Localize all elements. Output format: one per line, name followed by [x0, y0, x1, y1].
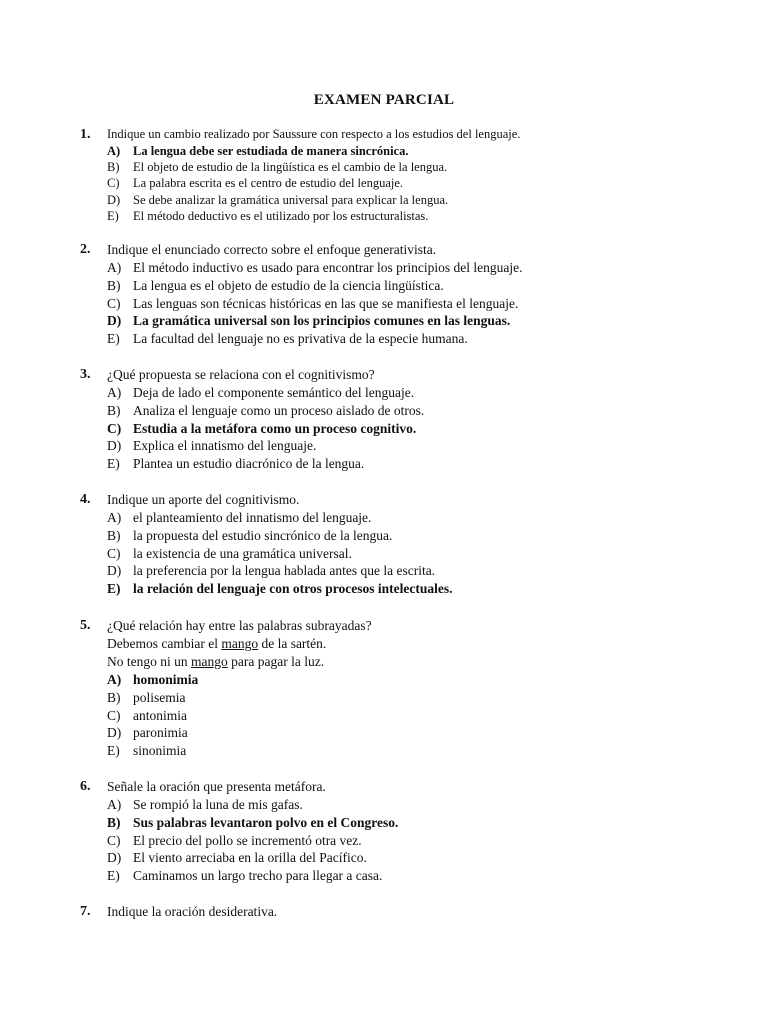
option-letter: A) [107, 385, 122, 400]
option-e [0, 208, 768, 224]
page-title: EXAMEN PARCIAL [313, 92, 455, 108]
option-letter: A) [107, 260, 122, 275]
option-text: Explica el innatismo del lenguaje. [133, 438, 317, 454]
option-letter: E) [107, 208, 119, 223]
option-letter: B) [107, 814, 121, 830]
option-d [0, 437, 768, 455]
option-a [0, 259, 768, 277]
question-number: 4. [80, 492, 91, 507]
option-text: el planteamiento del innatismo del lenguaje. [133, 510, 372, 525]
option-letter: E) [107, 743, 120, 759]
question-3 [0, 366, 768, 473]
option-text: la preferencia por la lengua hablada antes que la escrita. [133, 563, 436, 579]
option-letter: A) [107, 144, 121, 158]
option-letter: C) [107, 295, 121, 311]
option-letter: B) [107, 402, 121, 418]
question-5 [0, 617, 768, 760]
option-text: El método inductivo es usado para encontrar los principios del lenguaje. [133, 260, 523, 275]
option-text: Deja de lado el componente semántico del lenguaje. [133, 385, 415, 400]
sentence-text: Debemos cambiar el [107, 636, 222, 651]
option-text: paronimia [133, 725, 188, 741]
option-text: El método deductivo es el utilizado por los estructuralistas. [133, 208, 429, 223]
option-d-correct [0, 312, 768, 330]
question-number: 7. [80, 904, 91, 919]
option-b [0, 527, 768, 545]
option-d [0, 724, 768, 742]
option-letter: A) [107, 672, 122, 687]
option-c-correct [0, 420, 768, 438]
question-number: 5. [80, 618, 91, 633]
option-letter: D) [107, 850, 122, 866]
question-1 [0, 126, 768, 224]
option-letter: B) [107, 160, 120, 175]
option-letter: C) [107, 176, 120, 191]
option-e-correct [0, 580, 768, 598]
option-letter: A) [107, 510, 122, 525]
option-d [0, 192, 768, 208]
question-7 [0, 903, 768, 921]
option-c [0, 295, 768, 313]
option-text: El precio del pollo se incrementó otra vez. [133, 832, 362, 848]
option-letter: C) [107, 707, 121, 723]
option-a [0, 796, 768, 814]
option-d [0, 562, 768, 580]
option-text: la existencia de una gramática universal. [133, 545, 352, 561]
option-letter: B) [107, 689, 121, 705]
option-text: polisemia [133, 689, 186, 705]
option-e [0, 330, 768, 348]
option-text: Se rompió la luna de mis gafas. [133, 797, 303, 812]
question-6 [0, 778, 768, 885]
option-b [0, 277, 768, 295]
option-letter: D) [107, 313, 122, 329]
question-number: 6. [80, 779, 91, 794]
option-b [0, 159, 768, 175]
question-number: 2. [80, 242, 91, 257]
option-a-correct [0, 671, 768, 689]
option-letter: E) [107, 868, 120, 884]
option-b-correct [0, 814, 768, 832]
option-letter: B) [107, 277, 121, 293]
option-c [0, 545, 768, 563]
option-text: Sus palabras levantaron polvo en el Congreso. [133, 814, 399, 830]
option-letter: C) [107, 832, 121, 848]
question-prompt: Señale la oración que presenta metáfora. [107, 779, 326, 794]
option-letter: D) [107, 438, 122, 454]
option-text: antonimia [133, 707, 187, 723]
question-prompt: ¿Qué relación hay entre las palabras subrayadas? [107, 618, 372, 633]
question-prompt: Indique el enunciado correcto sobre el enfoque generativista. [107, 242, 437, 257]
option-letter: E) [107, 331, 120, 347]
option-text: El objeto de estudio de la lingüística es el cambio de la lengua. [133, 160, 448, 175]
option-text: la relación del lenguaje con otros procesos intelectuales. [133, 581, 453, 597]
option-e [0, 455, 768, 473]
option-letter: E) [107, 456, 120, 472]
option-c [0, 175, 768, 191]
question-4 [0, 491, 768, 598]
question-prompt: ¿Qué propuesta se relaciona con el cognitivismo? [107, 367, 375, 382]
option-letter: D) [107, 563, 122, 579]
underlined-word: mango [221, 636, 259, 651]
option-text: La palabra escrita es el centro de estudio del lenguaje. [133, 176, 404, 191]
question-prompt: Indique un aporte del cognitivismo. [107, 492, 300, 507]
option-text: Caminamos un largo trecho para llegar a casa. [133, 868, 383, 884]
option-text: El viento arreciaba en la orilla del Pacífico. [133, 850, 367, 866]
option-text: La gramática universal son los principios comunes en las lenguas. [133, 313, 511, 329]
question-2 [0, 241, 768, 348]
option-text: Analiza el lenguaje como un proceso aislado de otros. [133, 402, 425, 418]
underlined-word: mango [191, 654, 228, 669]
option-e [0, 742, 768, 760]
option-text: Se debe analizar la gramática universal para explicar la lengua. [133, 192, 449, 207]
option-letter: C) [107, 420, 122, 436]
question-prompt: Indique la oración desiderativa. [107, 904, 278, 919]
example-sentence-1 [0, 635, 768, 653]
question-number: 3. [80, 367, 91, 382]
option-text: La facultad del lenguaje no es privativa de la especie humana. [133, 331, 468, 347]
option-d [0, 849, 768, 867]
option-text: La lengua es el objeto de estudio de la ciencia lingüística. [133, 277, 444, 293]
option-a [0, 384, 768, 402]
option-letter: D) [107, 192, 121, 207]
option-b [0, 689, 768, 707]
option-c [0, 832, 768, 850]
option-text: Las lenguas son técnicas históricas en las que se manifiesta el lenguaje. [133, 295, 519, 311]
sentence-text: para pagar la luz. [227, 654, 325, 669]
option-a-correct [0, 143, 768, 159]
option-text: la propuesta del estudio sincrónico de la lengua. [133, 527, 393, 543]
option-c [0, 707, 768, 725]
option-text: La lengua debe ser estudiada de manera sincrónica. [133, 144, 409, 158]
option-text: Plantea un estudio diacrónico de la lengua. [133, 456, 365, 472]
option-b [0, 402, 768, 420]
option-text: sinonimia [133, 743, 187, 759]
option-a [0, 509, 768, 527]
option-letter: A) [107, 797, 122, 812]
option-text: homonimia [133, 672, 199, 687]
option-text: Estudia a la metáfora como un proceso cognitivo. [133, 420, 417, 436]
sentence-text: No tengo ni un [107, 654, 191, 669]
option-letter: E) [107, 581, 121, 597]
question-number: 1. [80, 127, 91, 142]
sentence-text: de la sartén. [258, 636, 327, 651]
example-sentence-2 [0, 653, 768, 671]
option-letter: B) [107, 527, 121, 543]
option-letter: D) [107, 725, 122, 741]
option-e [0, 867, 768, 885]
option-letter: C) [107, 545, 121, 561]
question-prompt: Indique un cambio realizado por Saussure con respecto a los estudios del lenguaje. [107, 127, 521, 141]
